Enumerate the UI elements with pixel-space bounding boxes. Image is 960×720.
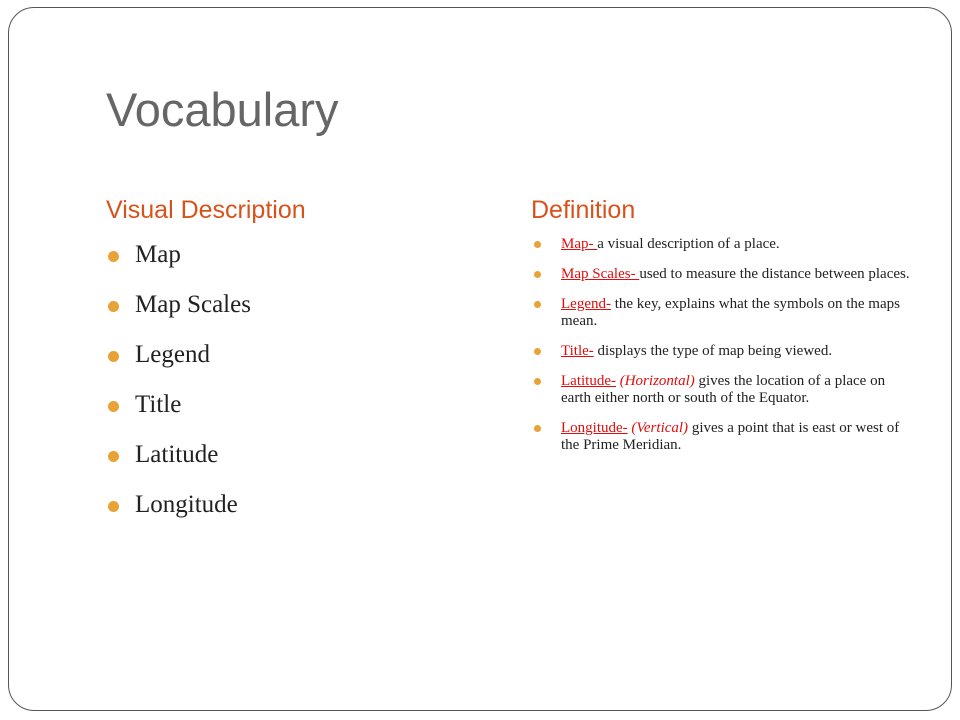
term-label: Latitude bbox=[135, 441, 219, 468]
bullet-icon bbox=[108, 351, 119, 362]
bullet-icon bbox=[534, 301, 541, 308]
definition-item-map bbox=[531, 236, 911, 253]
term-item-map bbox=[106, 240, 506, 270]
bullet-icon bbox=[534, 348, 541, 355]
definition-text: gives the location of a place on earth either north or south of the Equator. bbox=[561, 373, 886, 406]
definition-qualifier: (Vertical) bbox=[627, 420, 689, 436]
definition-item-latitude bbox=[531, 373, 911, 407]
bullet-icon bbox=[108, 301, 119, 312]
bullet-icon bbox=[108, 501, 119, 512]
term-label: Longitude bbox=[135, 491, 238, 518]
visual-description-heading: Visual Description bbox=[106, 196, 306, 224]
term-label: Map Scales bbox=[135, 291, 251, 318]
term-item-longitude bbox=[106, 490, 506, 520]
definition-term: Latitude- bbox=[561, 373, 616, 389]
definition-term: Map- bbox=[561, 236, 598, 252]
bullet-icon bbox=[534, 241, 541, 248]
definition-term: Longitude- bbox=[561, 420, 628, 436]
bullet-icon bbox=[534, 378, 541, 385]
term-list bbox=[106, 240, 506, 540]
definition-item-longitude bbox=[531, 420, 911, 454]
term-item-legend bbox=[106, 340, 506, 370]
term-label: Legend bbox=[135, 341, 210, 368]
definition-item-legend bbox=[531, 296, 911, 330]
slide-title: Vocabulary bbox=[106, 83, 339, 136]
definition-text: gives a point that is east or west of the Prime Meridian. bbox=[561, 420, 900, 453]
term-item-title bbox=[106, 390, 506, 420]
definition-text: the key, explains what the symbols on the maps mean. bbox=[561, 296, 900, 329]
definition-term: Title- bbox=[561, 343, 594, 359]
definition-term: Legend- bbox=[561, 296, 611, 312]
definition-text: used to measure the distance between places. bbox=[639, 266, 910, 282]
bullet-icon bbox=[108, 401, 119, 412]
term-item-map-scales bbox=[106, 290, 506, 320]
definition-text: a visual description of a place. bbox=[597, 236, 780, 252]
bullet-icon bbox=[534, 271, 541, 278]
definition-heading: Definition bbox=[531, 196, 636, 224]
definition-item-title bbox=[531, 343, 911, 360]
definition-qualifier: (Horizontal) bbox=[615, 373, 695, 389]
term-item-latitude bbox=[106, 440, 506, 470]
definition-list bbox=[531, 236, 911, 467]
term-label: Title bbox=[135, 391, 182, 418]
bullet-icon bbox=[108, 251, 119, 262]
definition-term: Map Scales- bbox=[561, 266, 640, 282]
term-label: Map bbox=[135, 241, 181, 268]
definition-text: displays the type of map being viewed. bbox=[593, 343, 833, 359]
bullet-icon bbox=[534, 425, 541, 432]
bullet-icon bbox=[108, 451, 119, 462]
definition-item-map-scales bbox=[531, 266, 911, 283]
